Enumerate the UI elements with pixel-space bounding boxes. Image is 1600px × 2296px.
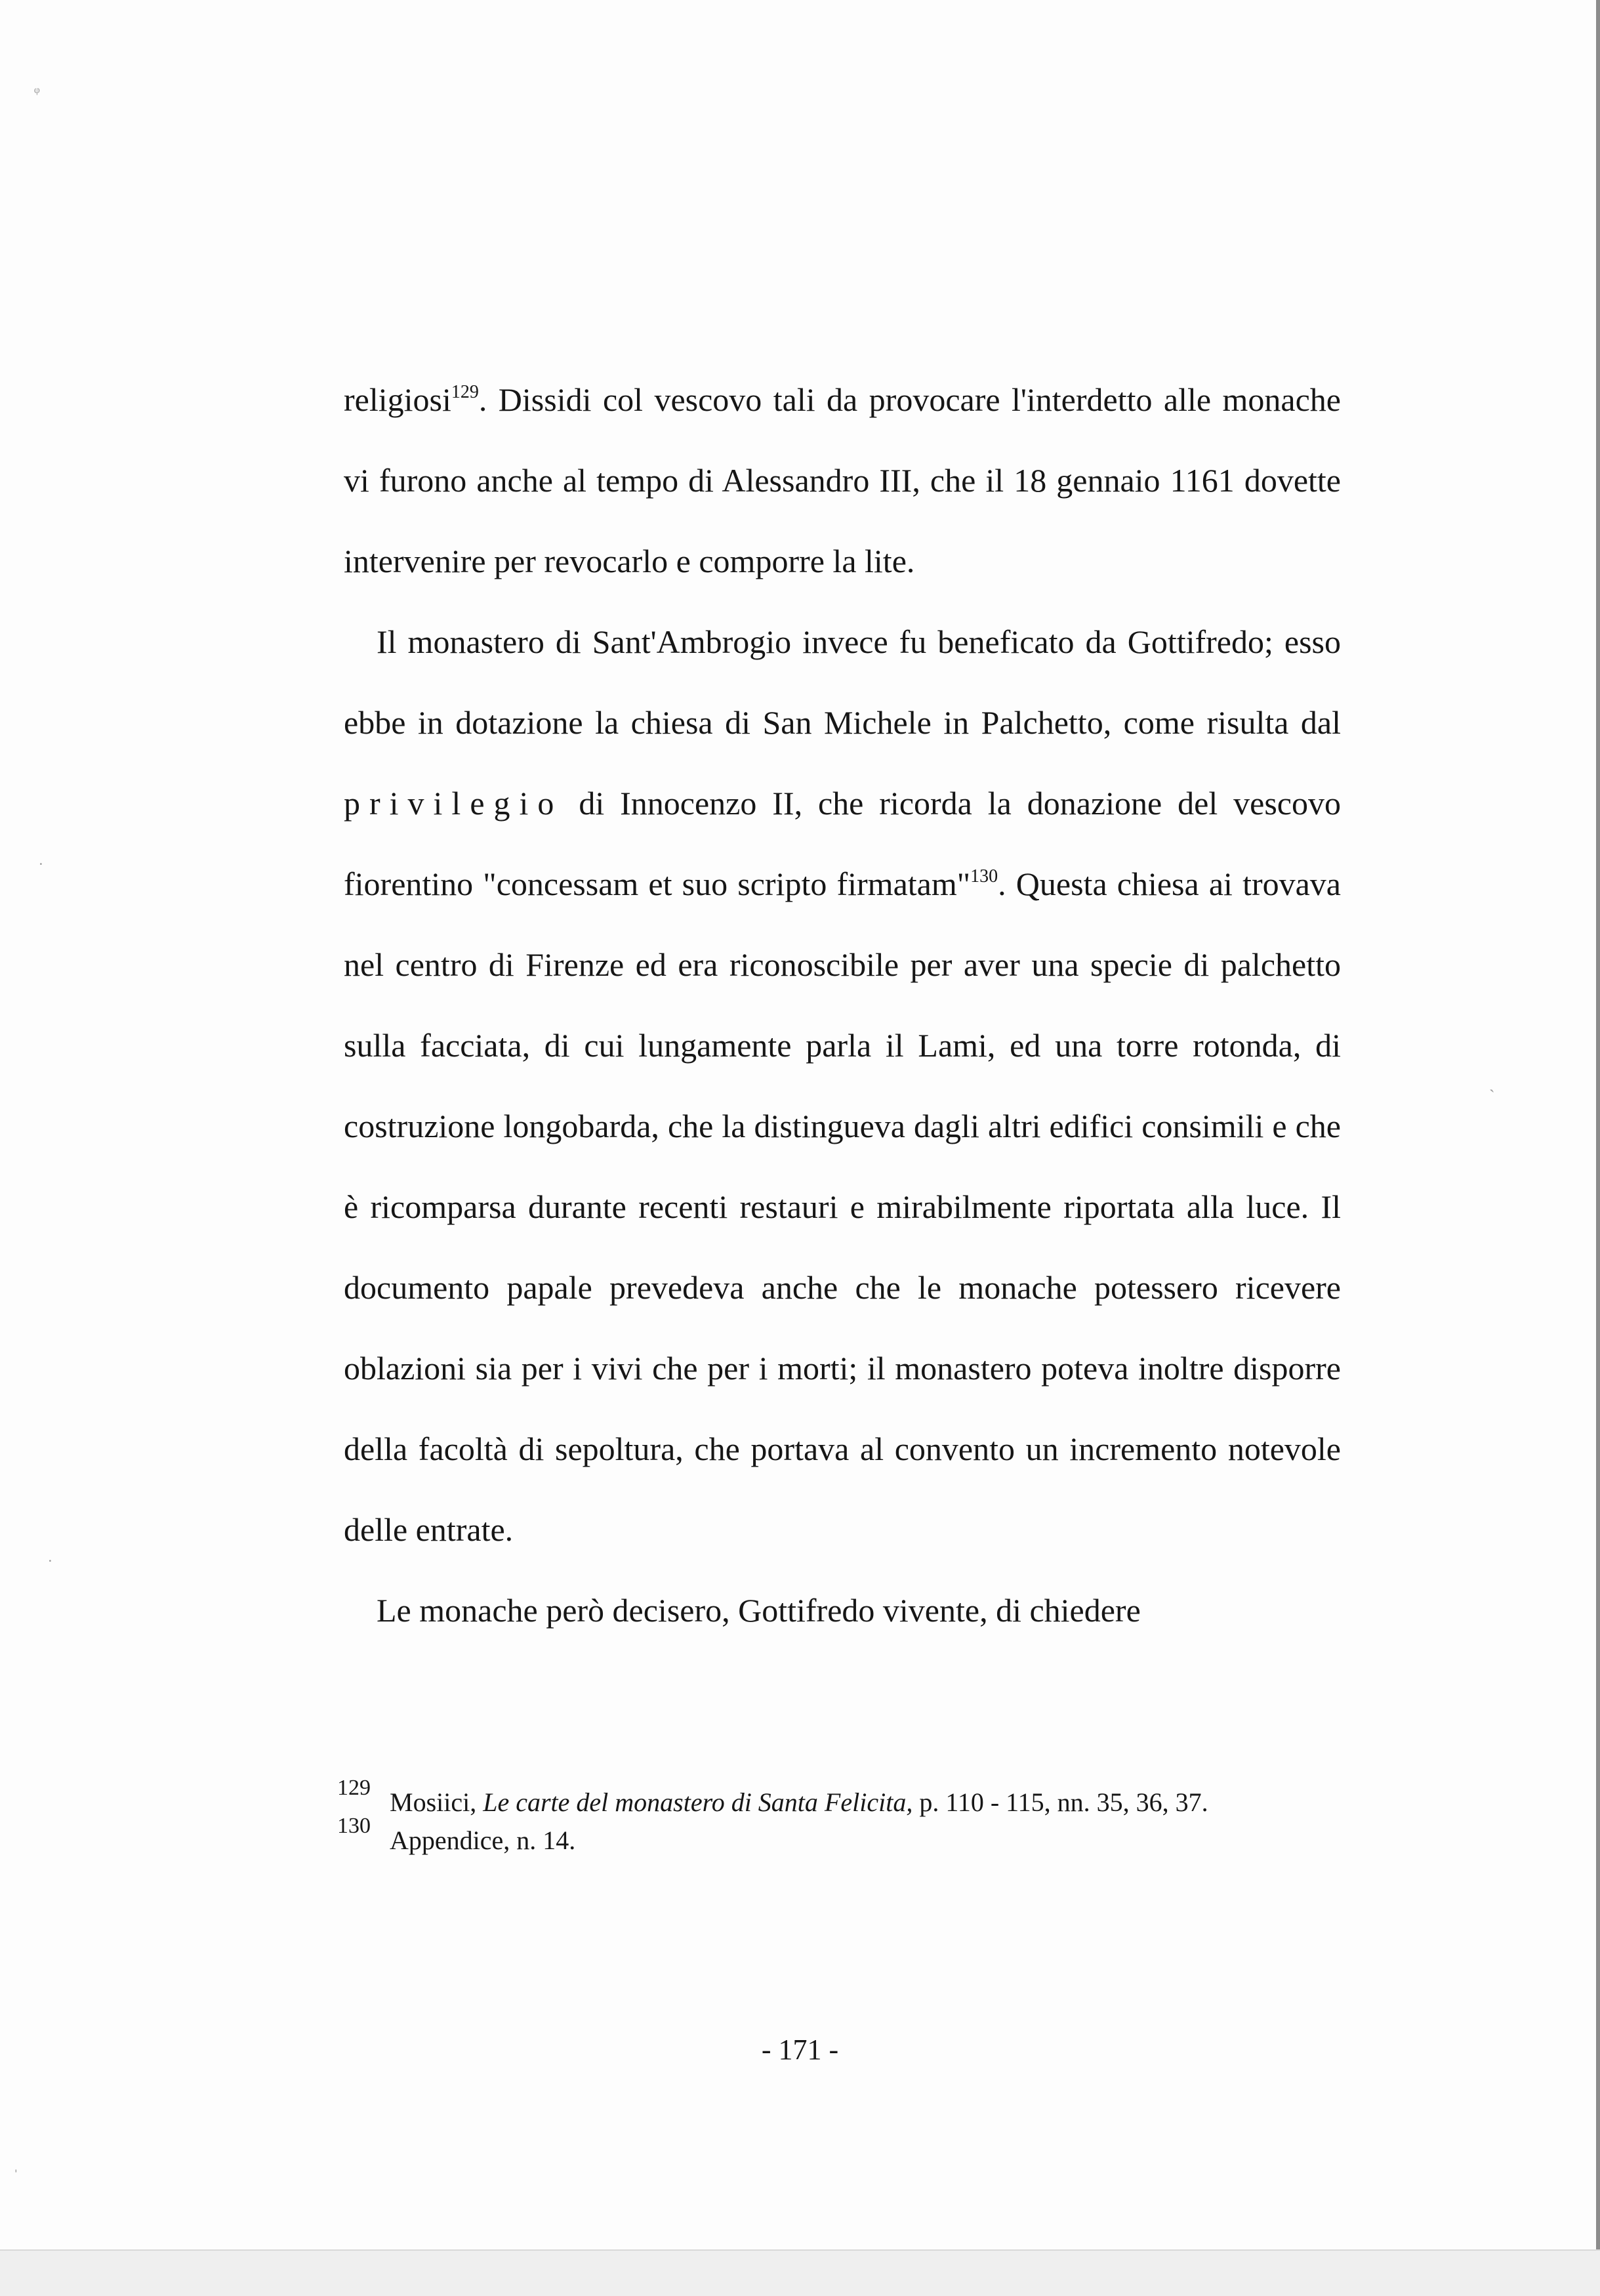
scan-speck: ᵠ (34, 83, 40, 102)
scan-edge-right (1596, 0, 1600, 2251)
paragraph-2-text-c: . Questa chiesa ai trovava nel centro di Firenze ed era riconoscibile per aver una specie di palchetto sulla facciata, di cui lungamente parla il Lami, ed una torre rotonda, di costruzione longobarda, che la distingueva dagli altri edifici consimili e che è ricomparsa durante recenti restauri e mirabilmente riportata alla luce. Il documento papale prevedeva anche che le monache potessero ricevere oblazioni sia per i vivi che per i morti; il monastero poteva inoltre disporre della facoltà di sepoltura, che portava al convento un incremento notevole delle entrate. (344, 866, 1341, 1548)
footnote-ref-130[interactable]: 130 (970, 866, 998, 887)
footnote-title: Le carte del monastero di Santa Felicita, (483, 1787, 913, 1817)
paragraph-2-text-b: di Innocenzo II, che ricorda la donazione del vescovo fiorentino "concessam et suo scripto firmatam" (344, 785, 1341, 902)
spaced-word-privilegio: privilegio (344, 785, 564, 822)
paragraph-3 (344, 1570, 1341, 1651)
scan-speck: ˙ (38, 860, 44, 879)
footnote-ref-129[interactable]: 129 (451, 382, 479, 402)
footnote-130 (337, 1814, 1361, 1860)
body-text (344, 360, 1341, 1651)
paragraph-2-text-a: Il monastero di Sant'Ambrogio invece fu beneficato da Gottifredo; esso ebbe in dotazione la chiesa di San Michele in Palchetto, come risulta dal (344, 623, 1341, 741)
paragraph-1-text-b: . Dissidi col vescovo tali da provocare l'interdetto alle monache vi furono anche al tempo di Alessandro III, che il 18 gennaio 1161 dovette intervenire per revocarlo e comporre la lite. (344, 381, 1341, 579)
paragraph-2 (344, 602, 1341, 1570)
footnote-rest: p. 110 - 115, nn. 35, 36, 37. (913, 1787, 1208, 1817)
paragraph-1 (344, 360, 1341, 602)
scan-speck: ˙ (47, 1556, 53, 1576)
paragraph-1-text-a: religiosi (344, 381, 451, 418)
footnote-author: Mosiici, (390, 1787, 483, 1817)
footnote-number: 130 (337, 1814, 371, 1838)
paragraph-3-text: Le monache però decisero, Gottifredo vivente, di chiedere (377, 1592, 1141, 1629)
footnote-129 (337, 1776, 1361, 1822)
scan-speck: ˏ (1489, 1074, 1495, 1093)
footnote-number: 129 (337, 1776, 371, 1800)
scan-edge-bottom (0, 2249, 1600, 2296)
footnotes (337, 1776, 1361, 1860)
page-number: - 171 - (761, 2034, 839, 2066)
scan-speck: ˌ (13, 2154, 19, 2173)
footnote-rest: Appendice, n. 14. (390, 1826, 576, 1855)
